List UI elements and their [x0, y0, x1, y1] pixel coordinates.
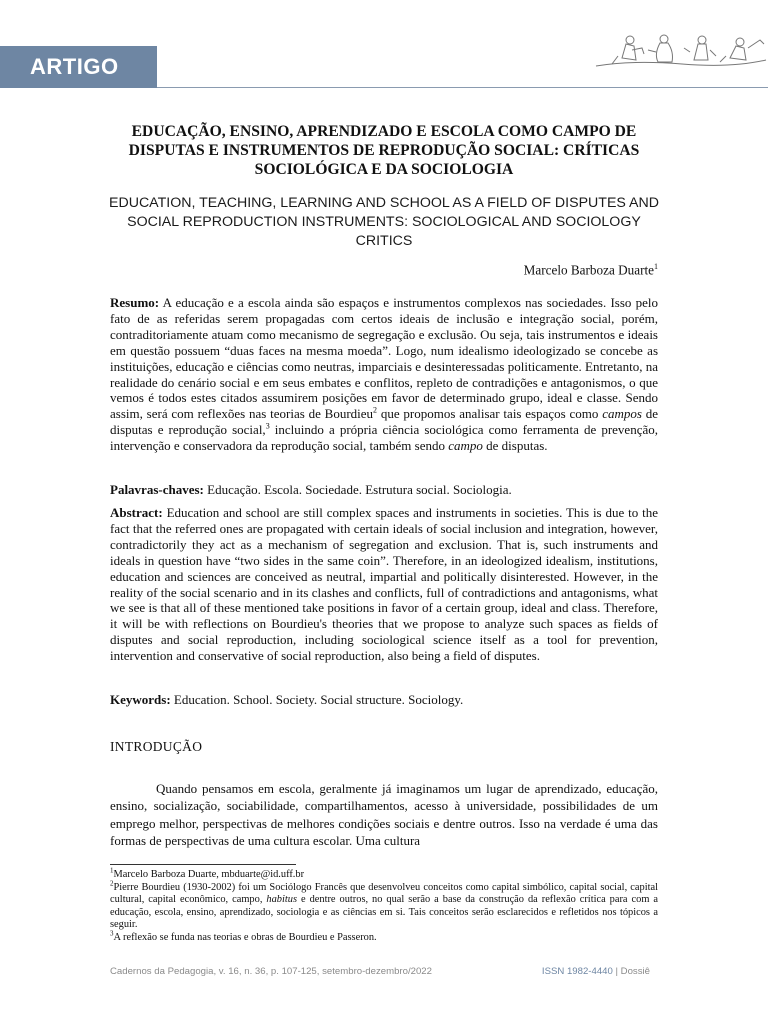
readers-line-drawing-icon: [592, 30, 768, 70]
footer-issn-section: [542, 966, 650, 977]
footnote-number: 3: [110, 929, 114, 938]
keywords-pt: [110, 482, 658, 498]
abstract-en-label: Abstract:: [110, 505, 163, 520]
keywords-pt-text: Educação. Escola. Sociedade. Estrutura social. Sociologia.: [203, 482, 512, 497]
abstract-pt-text: incluindo a própria ciência sociológica como ferramenta de prevenção, intervenção e conservadora da reprodução social, também sendo: [110, 422, 658, 454]
footnote-ref-2[interactable]: 2: [373, 406, 378, 416]
footnotes: [110, 866, 658, 945]
footnote-ref-3[interactable]: 3: [265, 421, 270, 431]
keywords-en-label: Keywords:: [110, 692, 171, 707]
abstract-pt-text: A educação e a escola ainda são espaços e instrumentos complexos nas sociedades. Isso pelo fato de as referidas serem propagadas com certos ideais de inclusão e integração social, porém, contraditoriamente atuam como mecanismo de segregação e exclusão. Ou seja, tais instrumentos e ideais em questão possuem “duas faces na mesma moeda”. Logo, num idealismo ideologizado se concebe as instituições, educação e ciências como neutras, imparciais e desinteressadas politicamente. Entretanto, na realidade do cenário social e em seus embates e conflitos, repleto de contradições e antagonismos, o que vemos é todos estes citados assumirem posições em favor de determinado grupo, ideal e classe. Sendo assim, será com reflexões nas teorias de Bourdieu: [110, 295, 658, 422]
footnote-text: A reflexão se funda nas teorias e obras de Bourdieu e Passeron.: [113, 931, 377, 943]
abstract-pt: [110, 295, 658, 454]
abstract-en: [110, 505, 658, 664]
keywords-en-text: Education. School. Society. Social structure. Sociology.: [170, 692, 464, 707]
footnote-3: [110, 929, 658, 945]
abstract-pt-label: Resumo:: [110, 295, 160, 310]
abstract-pt-text: de disputas.: [482, 438, 548, 454]
author-name: [524, 262, 658, 278]
author-footnote-ref[interactable]: 1: [654, 262, 658, 271]
author-name-text: Marcelo Barboza Duarte: [523, 262, 654, 278]
article-title-pt: EDUCAÇÃO, ENSINO, APRENDIZADO E ESCOLA COMO CAMPO DE DISPUTAS E INSTRUMENTOS DE REPRODUÇÃO SOCIAL: CRÍTICAS SOCIOLÓGICA E DA SOCIOLOGIA: [128, 123, 640, 178]
footnote-1: [110, 866, 658, 882]
footnote-text: e dentre outros, no qual serão a base da construção da reflexão crítica para com a educação, escola, ensino, aprendizado, sociologia e as ciências em si. Tais conceitos serão esclarecidos e refletidos nos tópicos a seguir.: [110, 894, 658, 931]
introduction-paragraph: Quando pensamos em escola, geralmente já imaginamos um lugar de aprendizado, educação, ensino, socialização, sociabilidade, compartilhamentos, acesso à universidade, possibilidades de um emprego melhor, perspectivas de melhores condições sociais e dentre outros. Isso na verdade é uma das formas de perspectivas de uma cultura escolar. Uma cultura: [110, 781, 658, 849]
footnote-2: [110, 879, 658, 932]
abstract-en-text: Education and school are still complex spaces and instruments in societies. This is due to the fact that the referred ones are propagated with certain ideals of social inclusion and integration, however, contradictorily they act as a mechanism of segregation and exclusion. That is, such instruments and ideals in question have “two sides in the same coin”. Therefore, in an ideologized idealism, institutions, education and sciences are conceived as neutral, impartial and politically disinterested. However, in the reality of the social scenario and in its clashes and conflicts, full of contradictions and antagonisms, what we see is that all of these mentioned take positions in favor of a certain group, ideal and class. Therefore, it will be with reflections on Bourdieu's theories that we propose to analyze such spaces as fields of disputes and social reproduction, including sociological science itself as a tool for prevention, intervention and conservative of social reproduction, also being a field of disputes.: [110, 505, 658, 664]
footnote-divider: [110, 864, 296, 865]
abstract-pt-italic: campos: [602, 406, 642, 422]
article-title-en: EDUCATION, TEACHING, LEARNING AND SCHOOL AS A FIELD OF DISPUTES AND SOCIAL REPRODUCTION INSTRUMENTS: SOCIOLOGICAL AND SOCIOLOGY CRITICS: [108, 195, 659, 249]
header-divider: [157, 87, 768, 88]
footer-issn[interactable]: ISSN 1982-4440: [541, 966, 613, 977]
footer-citation: Cadernos da Pedagogia, v. 16, n. 36, p. 107-125, setembro-dezembro/2022: [110, 966, 432, 977]
abstract-pt-italic: campo: [448, 438, 483, 454]
abstract-pt-text: que propomos analisar tais espaços como: [377, 406, 603, 422]
abstract-pt-text: de disputas e reprodução social,: [110, 406, 658, 438]
footnote-number: 1: [110, 866, 114, 875]
keywords-pt-label: Palavras-chaves:: [110, 482, 204, 497]
footnote-text: Marcelo Barboza Duarte, mbduarte@id.uff.br: [113, 869, 305, 880]
footer-separator: |: [612, 966, 621, 977]
section-label-tab: [0, 46, 157, 88]
footnote-number: 2: [110, 879, 114, 888]
introduction-heading: INTRODUÇÃO: [110, 739, 203, 754]
footer-section: Dossiê: [620, 966, 650, 977]
section-label: ARTIGO: [30, 54, 119, 79]
footnote-italic: habitus: [266, 894, 298, 906]
footnote-text: Pierre Bourdieu (1930-2002) foi um Sociólogo Francês que desenvolveu conceitos como capital simbólico, capital social, capital cultural, capital econômico, campo,: [110, 881, 658, 906]
keywords-en: [110, 692, 658, 708]
